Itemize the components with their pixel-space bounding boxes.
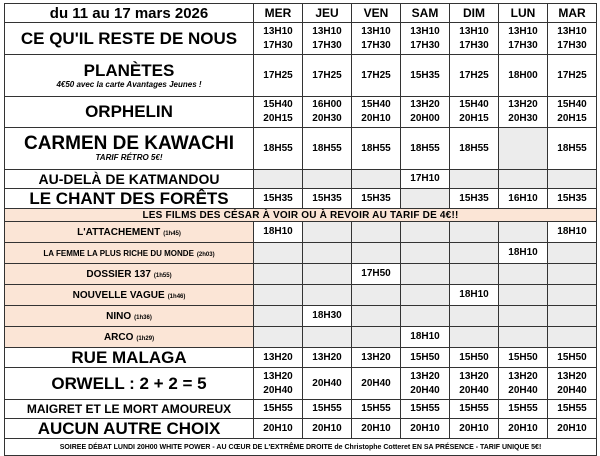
showtime: 15H35: [557, 192, 587, 204]
film-title: AU-DELÀ DE KATMANDOU: [38, 171, 220, 187]
film-row: [5, 400, 597, 419]
showtime-cell-empty: [548, 285, 597, 306]
showtime-cell: [499, 23, 548, 55]
film-title: CE QU'IL RESTE DE NOUS: [20, 28, 238, 48]
showtime: 13H20: [410, 370, 440, 382]
day-ven: VEN: [352, 4, 401, 23]
showtime-cell: [548, 128, 597, 170]
showtime: 13H10: [361, 25, 391, 37]
showtime-cell: [254, 222, 303, 243]
showtime-cell: [401, 170, 450, 189]
cesar-row: [5, 264, 597, 285]
showtime: 13H20: [312, 351, 342, 363]
showtime: 13H10: [312, 25, 342, 37]
footer-row: [5, 439, 597, 456]
showtime-cell-empty: [450, 264, 499, 285]
showtime-cell-empty: [450, 327, 499, 348]
showtime-cell: [352, 419, 401, 439]
showtime: 17H30: [410, 39, 440, 51]
showtime-cell: [303, 189, 352, 209]
showtime-cell-empty: [254, 170, 303, 189]
film-row: [5, 55, 597, 97]
showtime-cell: [401, 97, 450, 128]
showtime-cell-empty: [548, 264, 597, 285]
showtime-cell: [548, 222, 597, 243]
showtime: 17H25: [459, 69, 489, 81]
showtime-cell: [499, 400, 548, 419]
showtime-cell: [352, 97, 401, 128]
showtime: 13H20: [263, 351, 293, 363]
showtime-cell: [548, 23, 597, 55]
showtime: 20H40: [557, 384, 587, 396]
film-title-cell: [5, 419, 254, 439]
showtime: 13H10: [263, 25, 293, 37]
showtime: 15H50: [459, 351, 489, 363]
film-row: [5, 189, 597, 209]
showtime-cell-empty: [254, 264, 303, 285]
film-row: [5, 368, 597, 400]
cesar-title-cell: [5, 264, 254, 285]
showtime-cell-empty: [303, 170, 352, 189]
cesar-banner-row: [5, 209, 597, 222]
showtime: 15H40: [459, 99, 489, 110]
showtime-cell: [254, 128, 303, 170]
showtime: 17H25: [312, 69, 342, 81]
showtime: 20H10: [410, 422, 440, 434]
showtime-cell-empty: [499, 222, 548, 243]
showtime-cell-empty: [450, 306, 499, 327]
showtime-cell: [352, 400, 401, 419]
showtime-cell: [401, 23, 450, 55]
film-row: [5, 170, 597, 189]
showtime-cell-empty: [499, 327, 548, 348]
showtime-cell: [499, 243, 548, 264]
showtime: 13H20: [459, 370, 489, 382]
film-title: AUCUN AUTRE CHOIX: [37, 418, 221, 438]
film-duration: (1h29): [136, 336, 155, 342]
film-title-cell: [5, 97, 254, 128]
showtime: 20H10: [557, 422, 587, 434]
day-mer: MER: [254, 4, 303, 23]
cesar-row: [5, 285, 597, 306]
showtime: 15H50: [557, 351, 587, 363]
showtime: 17H10: [410, 173, 440, 184]
showtime: 20H00: [410, 113, 440, 124]
showtime: 16H00: [312, 99, 342, 110]
showtime: 20H10: [508, 422, 538, 434]
cesar-row: [5, 243, 597, 264]
film-title-cell: [5, 170, 254, 189]
showtime: 15H40: [361, 99, 391, 110]
showtime-cell-empty: [401, 222, 450, 243]
showtime-cell: [352, 368, 401, 400]
showtime-cell: [548, 368, 597, 400]
day-lun: LUN: [499, 4, 548, 23]
showtime: 15H35: [410, 69, 440, 81]
showtime-cell: [548, 97, 597, 128]
showtime: 17H30: [263, 39, 293, 51]
showtime: 18H55: [459, 142, 489, 154]
showtime: 15H50: [410, 351, 440, 363]
showtime-cell: [303, 128, 352, 170]
showtime: 20H15: [557, 113, 587, 124]
showtime: 15H50: [508, 351, 538, 363]
showtime-cell-empty: [254, 327, 303, 348]
showtime: 17H30: [459, 39, 489, 51]
showtime-cell: [499, 97, 548, 128]
film-duration: (1h36): [134, 315, 152, 321]
showtime-cell: [303, 400, 352, 419]
showtime: 16H10: [508, 192, 538, 204]
showtime-cell: [499, 55, 548, 97]
showtime-cell: [450, 419, 499, 439]
cesar-row: [5, 327, 597, 348]
showtime-cell: [450, 348, 499, 368]
film-title: LA FEMME LA PLUS RICHE DU MONDE: [43, 249, 194, 258]
film-title: ORPHELIN: [85, 102, 173, 121]
showtime: 15H35: [361, 192, 391, 204]
film-title: PLANÈTES: [83, 60, 175, 80]
cesar-row: [5, 222, 597, 243]
showtime-cell: [450, 368, 499, 400]
showtime-cell: [401, 400, 450, 419]
showtime: 18H55: [557, 142, 587, 154]
showtime: 18H10: [557, 226, 587, 237]
showtime: 18H55: [361, 142, 391, 154]
showtime-cell: [303, 97, 352, 128]
film-title-cell: [5, 348, 254, 368]
showtime-cell-empty: [352, 243, 401, 264]
showtime: 17H25: [557, 69, 587, 81]
showtime: 15H35: [312, 192, 342, 204]
day-mar: MAR: [548, 4, 597, 23]
showtime-cell: [303, 23, 352, 55]
showtime-cell: [254, 55, 303, 97]
showtime-cell-empty: [352, 222, 401, 243]
showtime-cell-empty: [303, 243, 352, 264]
schedule-table: [4, 3, 597, 456]
showtime: 20H10: [263, 422, 293, 434]
showtime: 18H10: [459, 289, 489, 300]
showtime: 15H55: [361, 403, 391, 414]
showtime-cell: [548, 400, 597, 419]
film-title: DOSSIER 137: [86, 269, 151, 280]
film-title: NOUVELLE VAGUE: [72, 290, 165, 301]
film-title-cell: [5, 55, 254, 97]
film-duration: (2h03): [196, 252, 215, 258]
showtime-cell: [548, 419, 597, 439]
showtime-cell: [254, 97, 303, 128]
showtime: 13H10: [459, 25, 489, 37]
showtime: 15H35: [263, 192, 293, 204]
showtime-cell: [450, 55, 499, 97]
showtime: 17H25: [263, 69, 293, 81]
showtime: 20H40: [459, 384, 489, 396]
showtime-cell: [548, 189, 597, 209]
showtime-cell: [499, 189, 548, 209]
showtime: 15H55: [410, 403, 440, 414]
showtime-cell: [303, 419, 352, 439]
cesar-title-cell: [5, 222, 254, 243]
showtime: 18H55: [410, 142, 440, 154]
showtime-cell-empty: [401, 243, 450, 264]
film-title: MAIGRET ET LE MORT AMOUREUX: [26, 402, 232, 416]
showtime: 20H15: [459, 113, 489, 124]
showtime: 15H40: [263, 99, 293, 110]
cesar-row: [5, 306, 597, 327]
showtime-cell-empty: [450, 222, 499, 243]
showtime-cell-empty: [401, 264, 450, 285]
showtime-cell: [254, 348, 303, 368]
cesar-title-cell: [5, 243, 254, 264]
showtime: 20H40: [361, 377, 391, 389]
showtime: 13H10: [508, 25, 538, 37]
showtime-cell-empty: [548, 327, 597, 348]
showtime-cell: [450, 23, 499, 55]
showtime: 15H55: [263, 403, 293, 414]
showtime: 18H55: [312, 142, 342, 154]
header-row: [5, 4, 597, 23]
cesar-title-cell: [5, 285, 254, 306]
showtime: 13H20: [263, 370, 293, 382]
showtime: 13H20: [508, 370, 538, 382]
showtime-cell-empty: [401, 189, 450, 209]
day-dim: DIM: [450, 4, 499, 23]
showtime-cell: [401, 348, 450, 368]
day-sam: SAM: [401, 4, 450, 23]
showtime-cell-empty: [352, 170, 401, 189]
film-title: LE CHANT DES FORÊTS: [29, 188, 229, 208]
showtime: 20H10: [312, 422, 342, 434]
showtime: 20H40: [508, 384, 538, 396]
film-row: [5, 97, 597, 128]
showtime-cell-empty: [254, 243, 303, 264]
showtime-cell-empty: [450, 170, 499, 189]
showtime-cell-empty: [303, 327, 352, 348]
film-duration: (1h55): [153, 273, 172, 279]
film-row: [5, 348, 597, 368]
showtime-cell-empty: [548, 243, 597, 264]
showtime-cell: [303, 348, 352, 368]
film-row: [5, 419, 597, 439]
showtime: 17H30: [508, 39, 538, 51]
showtime-cell-empty: [352, 285, 401, 306]
showtime: 13H10: [557, 25, 587, 37]
showtime-cell: [548, 55, 597, 97]
showtime: 20H40: [263, 384, 293, 396]
showtime: 20H15: [263, 113, 293, 124]
showtime-cell: [401, 419, 450, 439]
showtime: 15H55: [508, 403, 538, 414]
showtime-cell-empty: [401, 306, 450, 327]
film-row: [5, 23, 597, 55]
showtime-cell: [450, 128, 499, 170]
film-title: RUE MALAGA: [71, 347, 187, 367]
showtime-cell-empty: [352, 306, 401, 327]
showtime-cell: [352, 55, 401, 97]
showtime: 18H10: [410, 331, 440, 342]
cesar-banner: LES FILMS DES CÉSAR À VOIR OU À REVOIR AU TARIF DE 4€!!: [5, 209, 597, 222]
showtime-cell-empty: [450, 243, 499, 264]
showtime-cell: [352, 189, 401, 209]
showtime-cell: [499, 368, 548, 400]
showtime-cell: [352, 348, 401, 368]
showtime-cell: [450, 285, 499, 306]
showtime-cell-empty: [254, 306, 303, 327]
showtime-cell-empty: [352, 327, 401, 348]
film-title: ARCO: [103, 332, 134, 343]
showtime-cell: [401, 55, 450, 97]
film-title: NINO: [106, 311, 132, 322]
showtime-cell-empty: [401, 285, 450, 306]
showtime-cell: [254, 419, 303, 439]
cesar-title-cell: [5, 327, 254, 348]
showtime-cell-empty: [303, 264, 352, 285]
showtime: 20H10: [459, 422, 489, 434]
showtime: 13H20: [557, 370, 587, 382]
showtime: 15H55: [557, 403, 587, 414]
showtime-cell-empty: [499, 285, 548, 306]
showtime-cell-empty: [499, 170, 548, 189]
showtime: 20H40: [410, 384, 440, 396]
footer-note: SOIREE DÉBAT LUNDI 20H00 WHITE POWER - AU CŒUR DE L'EXTRÊME DROITE de Christophe Cotteret EN SA PRÉSENCE - TARIF UNIQUE 5€!: [5, 439, 597, 456]
showtime: 20H30: [508, 113, 538, 124]
showtime-cell-empty: [499, 264, 548, 285]
showtime: 15H35: [459, 192, 489, 204]
film-title: ORWELL : 2 + 2 = 5: [51, 373, 207, 393]
showtime: 17H30: [557, 39, 587, 51]
showtime: 20H10: [361, 113, 391, 124]
showtime: 18H10: [508, 247, 538, 258]
showtime-cell: [401, 368, 450, 400]
showtime: 20H30: [312, 113, 342, 124]
showtime-cell: [401, 128, 450, 170]
week-range: du 11 au 17 mars 2026: [5, 4, 254, 23]
showtime-cell: [450, 97, 499, 128]
showtime: 15H40: [557, 99, 587, 110]
showtime-cell-empty: [499, 306, 548, 327]
showtime-cell-empty: [303, 285, 352, 306]
showtime: 18H00: [508, 69, 538, 81]
showtime: 15H55: [459, 403, 489, 414]
showtime: 18H30: [312, 310, 342, 321]
showtime: 13H10: [410, 25, 440, 37]
showtime-cell: [303, 368, 352, 400]
showtime: 13H20: [361, 351, 391, 363]
showtime-cell: [254, 400, 303, 419]
film-duration: (1h46): [167, 294, 186, 300]
showtime-cell-empty: [254, 285, 303, 306]
film-title: L'ATTACHEMENT: [77, 227, 161, 238]
showtime-cell-empty: [548, 306, 597, 327]
showtime-cell: [401, 327, 450, 348]
showtime: 15H55: [312, 403, 342, 414]
showtime-cell: [254, 368, 303, 400]
showtime-cell-empty: [499, 128, 548, 170]
showtime-cell: [499, 348, 548, 368]
film-note: 4€50 avec la carte Avantages Jeunes !: [56, 79, 202, 89]
showtime-cell: [450, 400, 499, 419]
film-title-cell: [5, 23, 254, 55]
showtime: 17H30: [312, 39, 342, 51]
film-note: TARIF RÉTRO 5€!: [95, 152, 163, 162]
film-title-cell: [5, 189, 254, 209]
film-title-cell: [5, 128, 254, 170]
showtime-cell: [352, 23, 401, 55]
showtime-cell: [352, 264, 401, 285]
showtime-cell: [303, 55, 352, 97]
showtime: 17H30: [361, 39, 391, 51]
showtime: 20H10: [361, 422, 391, 434]
showtime: 13H20: [508, 99, 538, 110]
showtime-cell-empty: [548, 170, 597, 189]
showtime-cell: [352, 128, 401, 170]
showtime-cell: [254, 189, 303, 209]
cesar-title-cell: [5, 306, 254, 327]
showtime: 13H20: [410, 99, 440, 110]
showtime-cell-empty: [303, 222, 352, 243]
showtime: 20H40: [312, 377, 342, 389]
film-duration: (1h45): [163, 231, 181, 237]
showtime: 17H50: [361, 268, 391, 279]
film-title-cell: [5, 400, 254, 419]
showtime-cell: [499, 419, 548, 439]
showtime-cell: [548, 348, 597, 368]
showtime: 17H25: [361, 69, 391, 81]
film-row: [5, 128, 597, 170]
showtime: 18H10: [263, 226, 293, 237]
showtime-cell: [254, 23, 303, 55]
showtime: 18H55: [263, 142, 293, 154]
day-jeu: JEU: [303, 4, 352, 23]
showtime-cell: [303, 306, 352, 327]
showtime-cell: [450, 189, 499, 209]
film-title: CARMEN DE KAWACHI: [23, 132, 235, 154]
film-title-cell: [5, 368, 254, 400]
